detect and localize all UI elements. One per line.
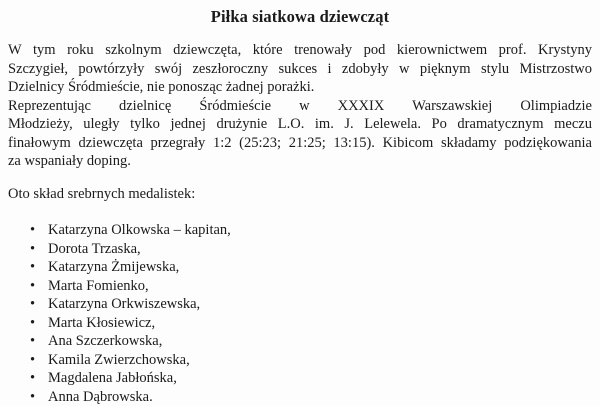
medalist-item <box>8 351 592 370</box>
bullet-icon: • <box>30 388 36 405</box>
medalist-item <box>8 369 592 388</box>
medalist-item <box>8 277 592 296</box>
medalist-item <box>8 332 592 351</box>
medalist-item <box>8 258 592 277</box>
medalist-item <box>8 295 592 314</box>
bullet-icon: • <box>30 240 36 257</box>
medalist-item <box>8 314 592 333</box>
medalist-name: Dorota Trzaska, <box>48 240 141 257</box>
roster-heading: Oto skład srebrnych medalistek: <box>8 185 196 202</box>
text-line: finałowym dziewczęta przegrały 1:2 (25:23; 21:25; 13:15). Kibicom składamy podziękowania <box>8 134 592 151</box>
bullet-icon: • <box>30 333 36 349</box>
paragraph-finals <box>8 97 592 171</box>
medalist-name: Ana Szczerkowska, <box>48 333 163 349</box>
medalist-name: Marta Kłosiewicz, <box>48 314 156 331</box>
text-line: Szczygieł, powtórzyły swój zeszłoroczny sukces i zdobyły w pięknym stylu Mistrzostwo <box>8 60 592 77</box>
bullet-icon: • <box>30 277 36 294</box>
text-line: za wspaniały doping. <box>8 153 131 169</box>
medalist-name: Katarzyna Żmijewska, <box>48 259 180 275</box>
medalist-item <box>8 240 592 259</box>
medalist-name: Katarzyna Orkwiszewska, <box>48 296 201 312</box>
medalist-name: Marta Fomienko, <box>48 277 149 294</box>
text-line: Młodzieży, uległy tylko jednej drużynie L.O. im. J. Lelewela. Po dramatycznym meczu <box>8 116 592 132</box>
paragraph-intro <box>8 41 592 97</box>
medalist-name: Anna Dąbrowska. <box>48 388 153 405</box>
bullet-icon: • <box>30 351 36 368</box>
bullet-icon: • <box>30 222 36 238</box>
text-line: Reprezentując dzielnicę Śródmieście w XXXIX Warszawskiej Olimpiadzie <box>8 97 592 114</box>
bullet-icon: • <box>30 296 36 312</box>
medalist-name: Magdalena Jabłońska, <box>48 370 177 386</box>
medalist-item <box>8 221 592 240</box>
medalist-list <box>8 221 592 406</box>
medalist-name: Kamila Zwierzchowska, <box>48 351 190 368</box>
text-line: W tym roku szkolnym dziewczęta, które trenowały pod kierownictwem prof. Krystyny <box>8 42 592 58</box>
bullet-icon: • <box>30 314 36 331</box>
text-line: Dzielnicy Śródmieście, nie ponosząc żadnej porażki. <box>8 79 315 95</box>
medalist-item <box>8 388 592 406</box>
medalist-name: Katarzyna Olkowska – kapitan, <box>48 222 231 238</box>
body-text <box>8 41 592 171</box>
page-title: Piłka siatkowa dziewcząt <box>210 7 390 26</box>
bullet-icon: • <box>30 370 36 386</box>
bullet-icon: • <box>30 259 36 275</box>
